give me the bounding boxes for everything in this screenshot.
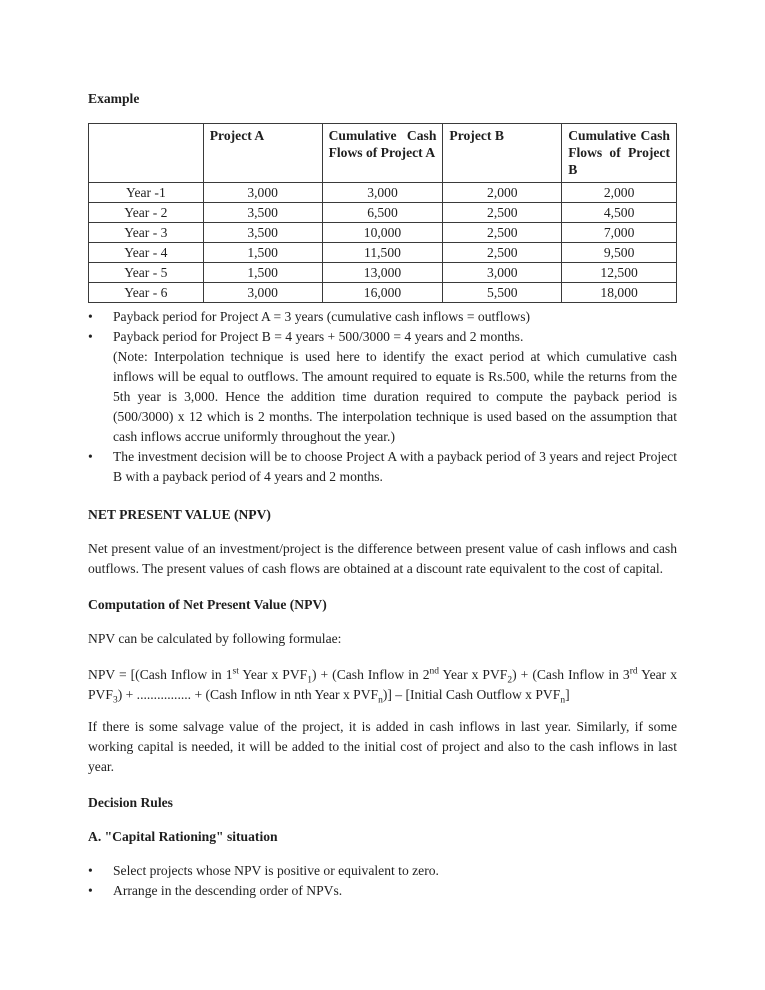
table-header-cumulative-b: Cumulative Cash Flows of Project B [562, 124, 677, 183]
bullet-text: Select projects whose NPV is positive or equivalent to zero. [113, 863, 439, 878]
cell-cumulative-a: 10,000 [322, 223, 443, 243]
cell-project-a: 3,000 [203, 283, 322, 303]
npv-formula: NPV = [(Cash Inflow in 1st Year x $PVF_1$) + (Cash Inflow in 2nd Year x $PVF_2$) + (Cash Inflow in 3rd Year x $PVF_3$) + ................ + (Cash Inflow in nth Year x $PVF_n$)] – [Initial Cash Outflow x $PVF_n$] [88, 666, 678, 706]
bullet-note: (Note: Interpolation technique is used here to identify the exact period at which cumulative cash inflows will be equal to outflows. The amount required to equate is Rs.500, while the returns from the 5th year is 3,000. Hence the addition time duration required to compute the payback period is (500/3000) x 12 which is 2 months. The interpolation technique is used based on the assumption that cash inflows accrue uniformly throughout the year.) [113, 349, 677, 444]
cell-project-a: 1,500 [203, 263, 322, 283]
cash-flow-table [88, 123, 677, 303]
computation-heading: Computation of Net Present Value (NPV) [88, 597, 327, 612]
cell-cumulative-b: 4,500 [562, 203, 677, 223]
list-item [88, 861, 677, 881]
list-item [88, 307, 677, 327]
bullet-icon: • [88, 883, 93, 898]
table-header-project-a: Project A [203, 124, 322, 183]
cell-project-a: 3,500 [203, 223, 322, 243]
list-item [88, 327, 677, 447]
decision-bullet-list [88, 861, 677, 901]
cell-project-a: 3,000 [203, 183, 322, 203]
cell-year: Year - 2 [89, 203, 204, 223]
cell-cumulative-a: 6,500 [322, 203, 443, 223]
table-row [89, 183, 677, 203]
decision-rules-heading: Decision Rules [88, 795, 173, 810]
table-row [89, 223, 677, 243]
cell-year: Year -1 [89, 183, 204, 203]
bullet-text: The investment decision will be to choose Project A with a payback period of 3 years and reject Project B with a payback period of 4 years and 2 months. [113, 449, 677, 484]
capital-rationing-heading: A. "Capital Rationing" situation [88, 829, 278, 844]
bullet-icon: • [88, 309, 93, 324]
example-heading: Example [88, 91, 140, 106]
list-item [88, 881, 677, 901]
cell-cumulative-a: 16,000 [322, 283, 443, 303]
cell-year: Year - 5 [89, 263, 204, 283]
cell-cumulative-a: 3,000 [322, 183, 443, 203]
cell-project-a: 3,500 [203, 203, 322, 223]
table-header-cumulative-a: Cumulative Cash Flows of Project A [322, 124, 443, 183]
cell-project-b: 2,500 [443, 203, 562, 223]
cell-cumulative-b: 7,000 [562, 223, 677, 243]
list-item [88, 447, 677, 487]
table-header-empty [89, 124, 204, 183]
table-row [89, 203, 677, 223]
cell-project-b: 3,000 [443, 263, 562, 283]
bullet-icon: • [88, 329, 93, 344]
table-header-row [89, 124, 677, 183]
cell-cumulative-b: 9,500 [562, 243, 677, 263]
bullet-icon: • [88, 449, 93, 464]
cell-year: Year - 6 [89, 283, 204, 303]
salvage-note-paragraph: If there is some salvage value of the project, it is added in cash inflows in last year. Similarly, if some working capital is needed, it will be added to the initial cost of project and also to the cash inflows in last year. [88, 719, 677, 774]
cell-cumulative-b: 12,500 [562, 263, 677, 283]
table-row [89, 283, 677, 303]
table-row [89, 263, 677, 283]
cell-cumulative-b: 18,000 [562, 283, 677, 303]
cell-year: Year - 3 [89, 223, 204, 243]
cell-project-b: 5,500 [443, 283, 562, 303]
bullet-text: Payback period for Project A = 3 years (cumulative cash inflows = outflows) [113, 309, 531, 324]
cell-project-a: 1,500 [203, 243, 322, 263]
cell-project-b: 2,500 [443, 223, 562, 243]
cell-project-b: 2,000 [443, 183, 562, 203]
cell-cumulative-a: 11,500 [322, 243, 443, 263]
payback-bullet-list [88, 307, 677, 487]
bullet-text: Arrange in the descending order of NPVs. [113, 883, 343, 898]
npv-section-heading: NET PRESENT VALUE (NPV) [88, 507, 271, 522]
cell-cumulative-a: 13,000 [322, 263, 443, 283]
cell-year: Year - 4 [89, 243, 204, 263]
cell-cumulative-b: 2,000 [562, 183, 677, 203]
bullet-icon: • [88, 863, 93, 878]
cell-project-b: 2,500 [443, 243, 562, 263]
npv-section-paragraph: Net present value of an investment/project is the difference between present value of cash inflows and cash outflows. The present values of cash flows are obtained at a discount rate equivalent to the cost of capital. [88, 541, 677, 576]
computation-intro: NPV can be calculated by following formulae: [88, 631, 342, 646]
table-header-project-b: Project B [443, 124, 562, 183]
bullet-text: Payback period for Project B = 4 years + 500/3000 = 4 years and 2 months. [113, 329, 524, 344]
table-row [89, 243, 677, 263]
